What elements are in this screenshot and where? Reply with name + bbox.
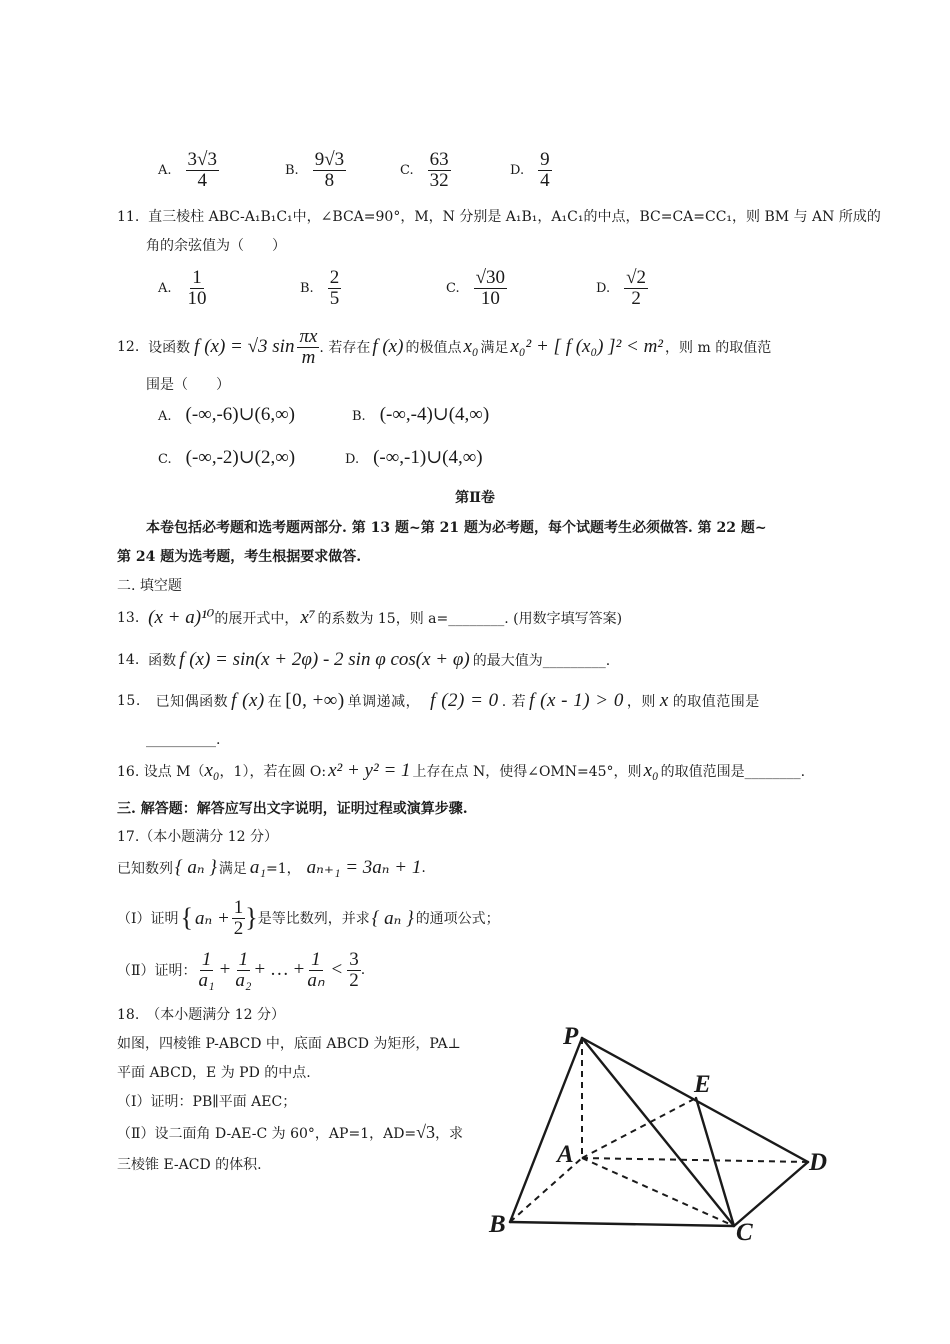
q17-title: 17.（本小题满分 12 分） xyxy=(117,829,278,845)
q10-a-label: A. xyxy=(158,162,172,178)
q12-option-c: C. (-∞,-2)∪(2,∞) xyxy=(158,447,296,468)
label-c: C xyxy=(736,1219,753,1246)
q16: 16. 设点 M（ x₀ ，1），若在圆 O: x² + y² = 1 上存在点 N，使得∠OMN=45°，则 x₀ 的取值范围是________. xyxy=(117,760,806,781)
label-a: A xyxy=(557,1141,574,1168)
q11-option-a: A. $\frac{1}{10}$ xyxy=(158,267,207,309)
label-e: E xyxy=(694,1071,711,1098)
section2-intro-1: 本卷包括必考题和选考题两部分. 第 13 题~第 21 题为必考题，每个试题考生必须做答. 第 22 题~ xyxy=(146,520,767,536)
edge-ad xyxy=(582,1158,808,1162)
q11-option-c: C. $\frac{√30}{10}$ xyxy=(446,267,506,309)
q12-option-b: B. (-∞,-4)∪(4,∞) xyxy=(352,404,490,425)
q12-line2: 围是（ ） xyxy=(146,377,230,393)
label-p: P xyxy=(563,1023,579,1050)
edge-cd xyxy=(734,1162,808,1226)
q18-line4: （Ⅱ）设二面角 D-AE-C 为 60°，AP=1，AD= √3 ，求 xyxy=(117,1122,464,1142)
q18-line1: 如图，四棱锥 P-ABCD 中，底面 ABCD 为矩形，PA⊥ xyxy=(117,1036,461,1052)
label-b: B xyxy=(489,1211,506,1238)
q18-line5: 三棱锥 E-ACD 的体积. xyxy=(117,1157,262,1173)
section3-heading: 三. 解答题：解答应写出文字说明，证明过程或演算步骤. xyxy=(117,801,468,817)
q12-option-d: D. (-∞,-1)∪(4,∞) xyxy=(345,447,483,468)
q13: 13. (x + a)¹⁰ 的展开式中， x⁷ 的系数为 15，则 a=________. (用数字填写答案) xyxy=(117,606,623,628)
q11-line1: 11. 直三棱柱 ABC-A₁B₁C₁中，∠BCA=90°，M，N 分别是 A₁B₁，A₁C₁的中点，BC=CA=CC₁，则 BM 与 AN 所成的 xyxy=(117,209,881,225)
q10-a-value: $\frac{3√3}{4}$ xyxy=(187,149,217,191)
q17-given: 已知数列 { aₙ } 满足 a₁ =1， aₙ₊₁ = 3aₙ + 1 . xyxy=(117,856,426,878)
q10-option-b: B. $\frac{9√3}{8}$ xyxy=(285,149,345,191)
q17-part2: （Ⅱ）证明： $\frac{1}{\text{a₁}}$ + $\frac{1}{\text{a₂}}$ + … + $\frac{1}{\text{aₙ}}$ < $\frac{3}{2}$ . xyxy=(117,949,366,991)
q11-option-d: D. $\frac{√2}{2}$ xyxy=(596,267,647,309)
q17-part1: （Ⅰ）证明 { aₙ + $\frac{1}{2}$ } 是等比数列，并求 { aₙ } 的通项公式； xyxy=(117,897,500,939)
q15-line2: __________. xyxy=(146,732,221,748)
section2-intro-2: 第 24 题为选考题，考生根据要求做答. xyxy=(117,549,362,565)
label-d: D xyxy=(809,1149,828,1176)
q10-option-d: D. $\frac{9}{4}$ xyxy=(510,149,550,191)
section2-title: 第Ⅱ卷 xyxy=(455,490,495,506)
q12-function: f (x) = √3 sin xyxy=(194,336,295,358)
q12-line1: 12. 设函数 f (x) = √3 sin $\frac{\pi x}{m}$ . 若存在 f (x) 的极值点 x₀ 满足 x₀² + [ f (x₀) ]² < m² ，则 m 的取值范 xyxy=(117,326,772,368)
edge-pc xyxy=(582,1038,734,1226)
edge-bc xyxy=(510,1222,734,1226)
edge-ac xyxy=(582,1158,734,1226)
q11-line2: 角的余弦值为（ ） xyxy=(146,238,286,254)
edge-pd xyxy=(582,1038,808,1162)
edge-pb xyxy=(510,1038,582,1222)
pyramid-figure xyxy=(480,1015,860,1255)
fill-heading: 二. 填空题 xyxy=(117,578,182,594)
q18-line2: 平面 ABCD，E 为 PD 的中点. xyxy=(117,1065,311,1081)
q14: 14. 函数 f (x) = sin(x + 2φ) - 2 sin φ cos(x + φ) 的最大值为_________. xyxy=(117,649,611,670)
q12-condition: x₀² + [ f (x₀) ]² < m² xyxy=(510,336,664,358)
q18-title: 18. （本小题满分 12 分） xyxy=(117,1007,285,1023)
q12-option-a: A. (-∞,-6)∪(6,∞) xyxy=(158,404,296,425)
q10-option-c: C. $\frac{63}{32}$ xyxy=(400,149,449,191)
q11-option-b: B. $\frac{2}{5}$ xyxy=(300,267,340,309)
q15-line1: 15. 已知偶函数 f (x) 在 [0, +∞) 单调递减， f (2) = 0 . 若 f (x - 1) > 0 ，则 x 的取值范围是 xyxy=(117,690,760,711)
q18-line3: （Ⅰ）证明：PB∥平面 AEC； xyxy=(117,1094,297,1110)
q10-options xyxy=(158,150,219,191)
